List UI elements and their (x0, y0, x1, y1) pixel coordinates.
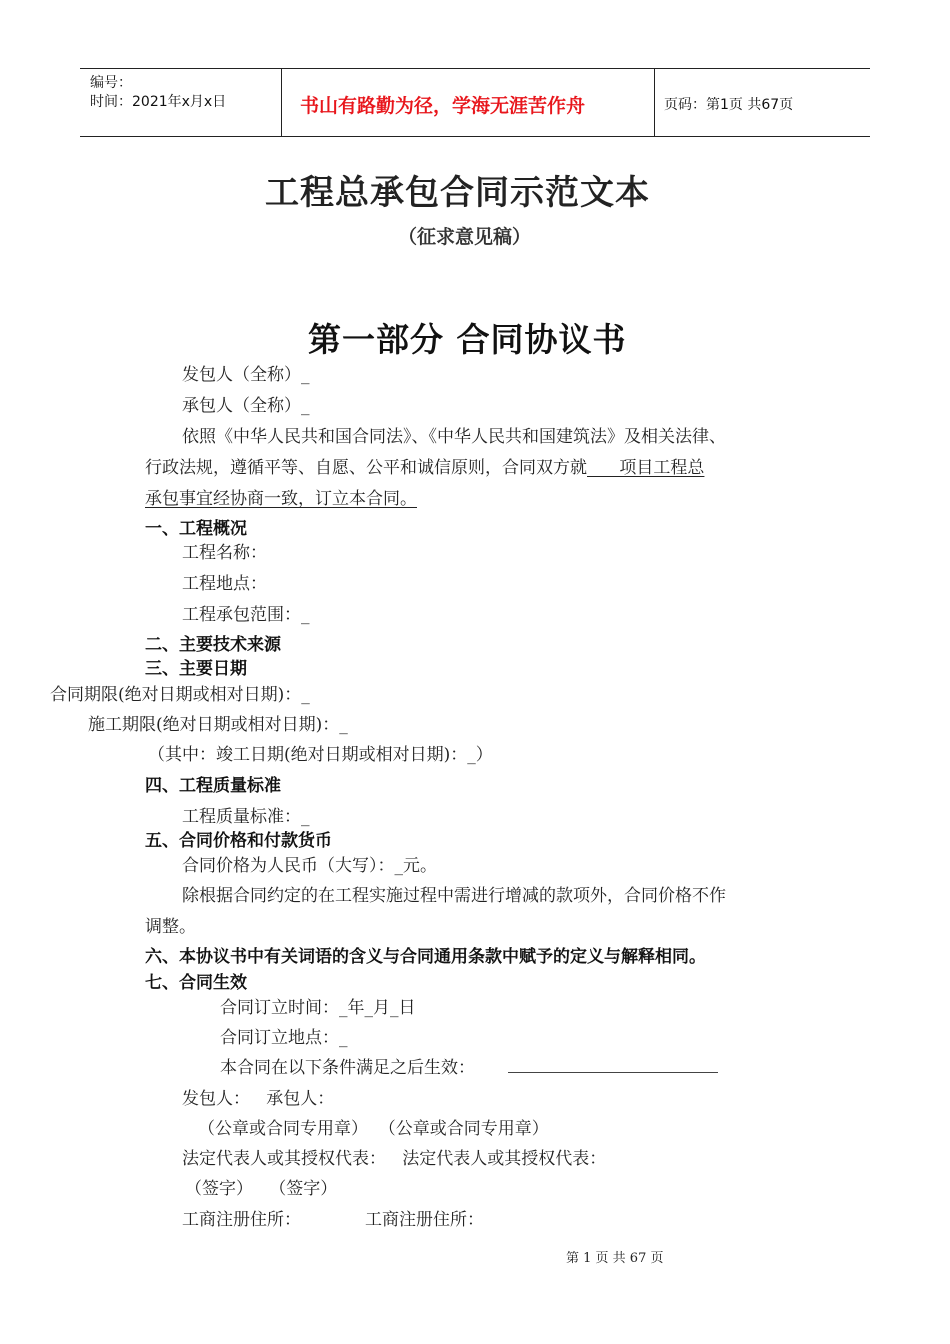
construction-period-field: 施工期限(绝对日期或相对日期)：_ (88, 715, 348, 735)
document-title: 工程总承包合同示范文本 (265, 173, 650, 213)
section-1-heading: 一、工程概况 (145, 519, 247, 539)
intro-line-1: 依照《中华人民共和国合同法》、《中华人民共和国建筑法》及相关法律、 (182, 427, 726, 447)
signature-signs: （签字） （签字） (185, 1179, 338, 1199)
page-footer: 第 1 页 共 67 页 (566, 1251, 664, 1266)
price-note-line-2: 调整。 (145, 917, 196, 937)
completion-date-field: （其中：竣工日期(绝对日期或相对日期)：_） (148, 745, 493, 765)
signature-seals: （公章或合同专用章） （公章或合同专用章） (198, 1119, 549, 1139)
contract-period-field: 合同期限(绝对日期或相对日期)：_ (50, 685, 310, 705)
header-top-border (80, 68, 870, 69)
header-page-info: 页码：第1页 共67页 (664, 97, 794, 113)
part-heading: 第一部分 合同协议书 (308, 320, 627, 359)
intro-line-2-text: 行政法规，遵循平等、自愿、公平和诚信原则，合同双方就 (145, 458, 587, 478)
section-7-heading: 七、合同生效 (145, 973, 247, 993)
signature-representatives: 法定代表人或其授权代表： 法定代表人或其授权代表： (182, 1149, 607, 1169)
effective-condition-blank (508, 1072, 718, 1073)
section-3-heading: 三、主要日期 (145, 659, 247, 679)
document-date: 时间：2021年x月x日 (90, 94, 227, 110)
intro-line-3: 承包事宜经协商一致，订立本合同。 (145, 489, 417, 509)
contract-scope-field: 工程承包范围：_ (182, 605, 310, 625)
signature-parties: 发包人： 承包人： (182, 1089, 335, 1109)
intro-line-2 (145, 453, 704, 478)
contractor-address-field: 工商注册住所： (365, 1210, 484, 1230)
header-divider-right (654, 68, 655, 136)
contractor-field: 承包人（全称）_ (182, 396, 310, 416)
signing-time-field: 合同订立时间：_年_月_日 (220, 998, 416, 1018)
contract-price-field: 合同价格为人民币（大写）：_元。 (182, 856, 437, 876)
price-note-line-1: 除根据合同约定的在工程实施过程中需进行增减的款项外，合同价格不作 (182, 886, 726, 906)
project-name-field: 工程名称： (182, 543, 267, 563)
section-4-heading: 四、工程质量标准 (145, 776, 281, 796)
section-2-heading: 二、主要技术来源 (145, 635, 281, 655)
section-6-heading: 六、本协议书中有关词语的含义与合同通用条款中赋予的定义与解释相同。 (145, 947, 706, 967)
project-name-blank: 项目工程总 (587, 458, 705, 478)
header-motto: 书山有路勤为径，学海无涯苦作舟 (300, 95, 586, 117)
signing-place-field: 合同订立地点：_ (220, 1028, 348, 1048)
document-subtitle: （征求意见稿） (398, 226, 532, 248)
quality-standard-field: 工程质量标准：_ (182, 807, 310, 827)
section-5-heading: 五、合同价格和付款货币 (145, 831, 332, 851)
header-bottom-border (80, 136, 870, 137)
effective-condition-field: 本合同在以下条件满足之后生效： (220, 1058, 475, 1078)
employer-address-field: 工商注册住所： (182, 1210, 301, 1230)
project-location-field: 工程地点： (182, 574, 267, 594)
employer-field: 发包人（全称）_ (182, 365, 310, 385)
header-divider-left (281, 68, 282, 136)
document-number-label: 编号： (90, 75, 132, 91)
